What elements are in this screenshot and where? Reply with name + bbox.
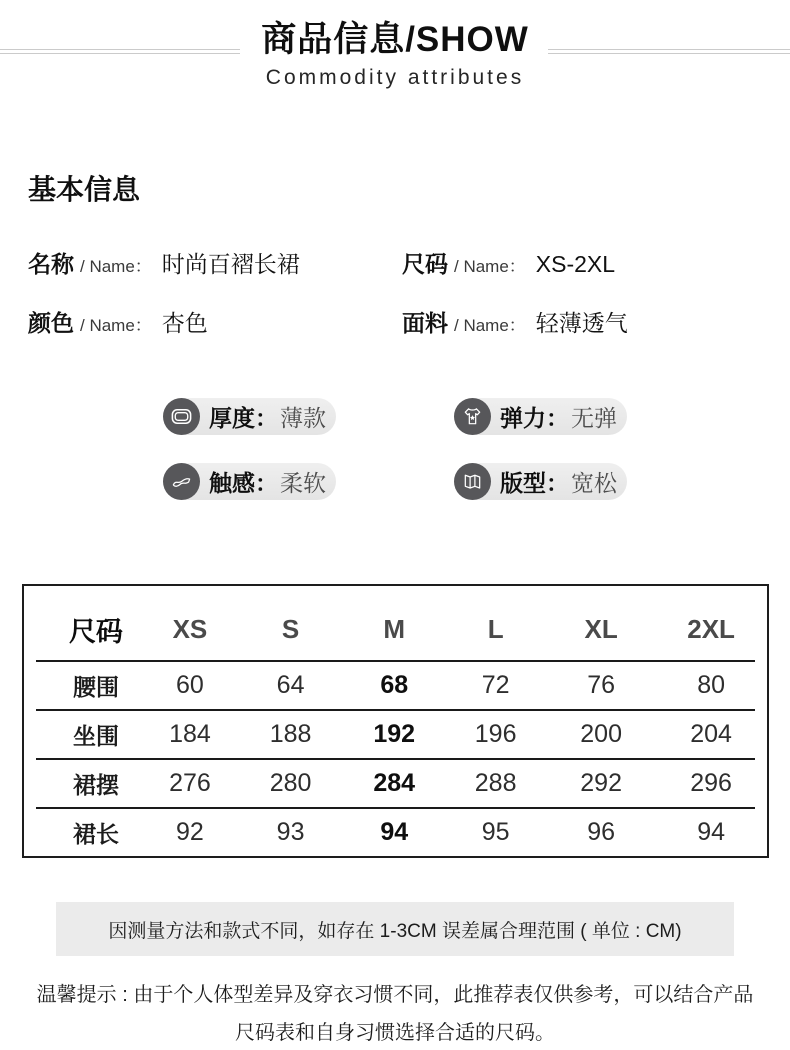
table-cell: 292: [580, 769, 622, 797]
column-header: L: [487, 613, 504, 644]
size-table-header: [24, 586, 767, 660]
elasticity-icon: [454, 398, 491, 435]
tip-line-2: 尺码表和自身习惯选择合适的尺码。: [235, 1022, 555, 1044]
fit-icon: [454, 463, 491, 500]
table-cell: 200: [580, 720, 622, 748]
table-row-waist: [24, 662, 767, 709]
table-cell: 95: [481, 818, 510, 846]
friendly-tip: [0, 976, 790, 1050]
field-product-name: [28, 246, 402, 279]
badge-elasticity: [454, 398, 627, 435]
measurement-note-bar: 因测量方法和款式不同，如存在 1-3CM 误差属合理范围 ( 单位 : CM): [56, 902, 734, 956]
column-header: XS: [172, 613, 208, 644]
badge-fit: [454, 463, 627, 500]
badge-value: 薄款: [280, 405, 326, 431]
badge-thickness: [163, 398, 336, 435]
table-cell: 276: [169, 769, 211, 797]
page-header: [0, 0, 790, 90]
table-cell: 94: [380, 818, 409, 846]
field-fabric: [402, 305, 790, 338]
row-label: 腰围: [72, 674, 119, 700]
basic-info-heading: 基本信息: [28, 174, 141, 205]
badge-label: 弹力：: [500, 405, 569, 431]
table-cell: 80: [697, 671, 725, 699]
field-sublabel: / Name：: [80, 316, 152, 335]
table-row-hem: [24, 760, 767, 807]
field-value: 时尚百褶长裙: [161, 251, 300, 277]
badge-label: 厚度：: [209, 405, 278, 431]
badge-label: 触感：: [209, 470, 278, 496]
table-cell: 296: [690, 769, 732, 797]
header-divider-right: [548, 49, 790, 54]
column-header: XL: [584, 613, 618, 644]
touch-icon: [163, 463, 200, 500]
field-value: XS-2XL: [535, 251, 616, 277]
table-row-length: [24, 809, 767, 856]
field-label: 面料: [402, 310, 448, 336]
field-sublabel: / Name：: [454, 316, 526, 335]
field-size-range: [402, 246, 790, 279]
badge-value: 宽松: [571, 470, 617, 496]
table-cell: 60: [176, 671, 204, 699]
field-label: 名称: [28, 251, 74, 277]
basic-info-fields: [28, 246, 790, 338]
table-cell: 92: [176, 818, 204, 846]
badge-value: 柔软: [280, 470, 326, 496]
field-value: 杏色: [161, 310, 208, 336]
row-label: 裙摆: [72, 772, 119, 798]
thickness-icon: [163, 398, 200, 435]
table-row-hip: [24, 711, 767, 758]
column-header: 2XL: [687, 613, 735, 644]
field-sublabel: / Name：: [80, 257, 152, 276]
table-cell: 280: [269, 769, 312, 797]
size-table: [22, 584, 769, 858]
field-label: 颜色: [28, 310, 74, 336]
column-header: S: [281, 613, 300, 644]
table-cell: 93: [276, 818, 305, 846]
attribute-badges: [0, 398, 790, 500]
table-cell: 96: [587, 818, 616, 846]
table-cell: 284: [373, 769, 416, 797]
table-cell: 288: [474, 769, 517, 797]
badge-row: [163, 463, 627, 500]
table-cell: 188: [269, 720, 312, 748]
page-title: 商品信息/SHOW: [261, 20, 529, 59]
table-cell: 94: [697, 818, 725, 846]
table-cell: 184: [169, 720, 211, 748]
badge-label: 版型：: [500, 470, 569, 496]
header-divider-left: [0, 49, 240, 54]
row-label: 坐围: [72, 723, 119, 749]
table-cell: 76: [587, 671, 616, 699]
field-sublabel: / Name：: [454, 257, 526, 276]
page-subtitle: Commodity attributes: [265, 66, 525, 89]
badge-touch: [163, 463, 336, 500]
row-label: 裙长: [72, 821, 119, 847]
tip-line-1: 温馨提示 : 由于个人体型差异及穿衣习惯不同，此推荐表仅供参考，可以结合产品: [36, 984, 754, 1006]
column-header: M: [383, 613, 406, 644]
badge-value: 无弹: [571, 405, 617, 431]
table-cell: 204: [690, 720, 732, 748]
table-cell: 64: [276, 671, 305, 699]
table-cell: 68: [380, 671, 409, 699]
field-label: 尺码: [402, 251, 448, 277]
field-value: 轻薄透气: [535, 310, 628, 336]
column-header: 尺码: [68, 616, 123, 647]
table-cell: 72: [481, 671, 510, 699]
field-color: [28, 305, 402, 338]
table-cell: 192: [373, 720, 416, 748]
badge-row: [163, 398, 627, 435]
table-cell: 196: [474, 720, 517, 748]
